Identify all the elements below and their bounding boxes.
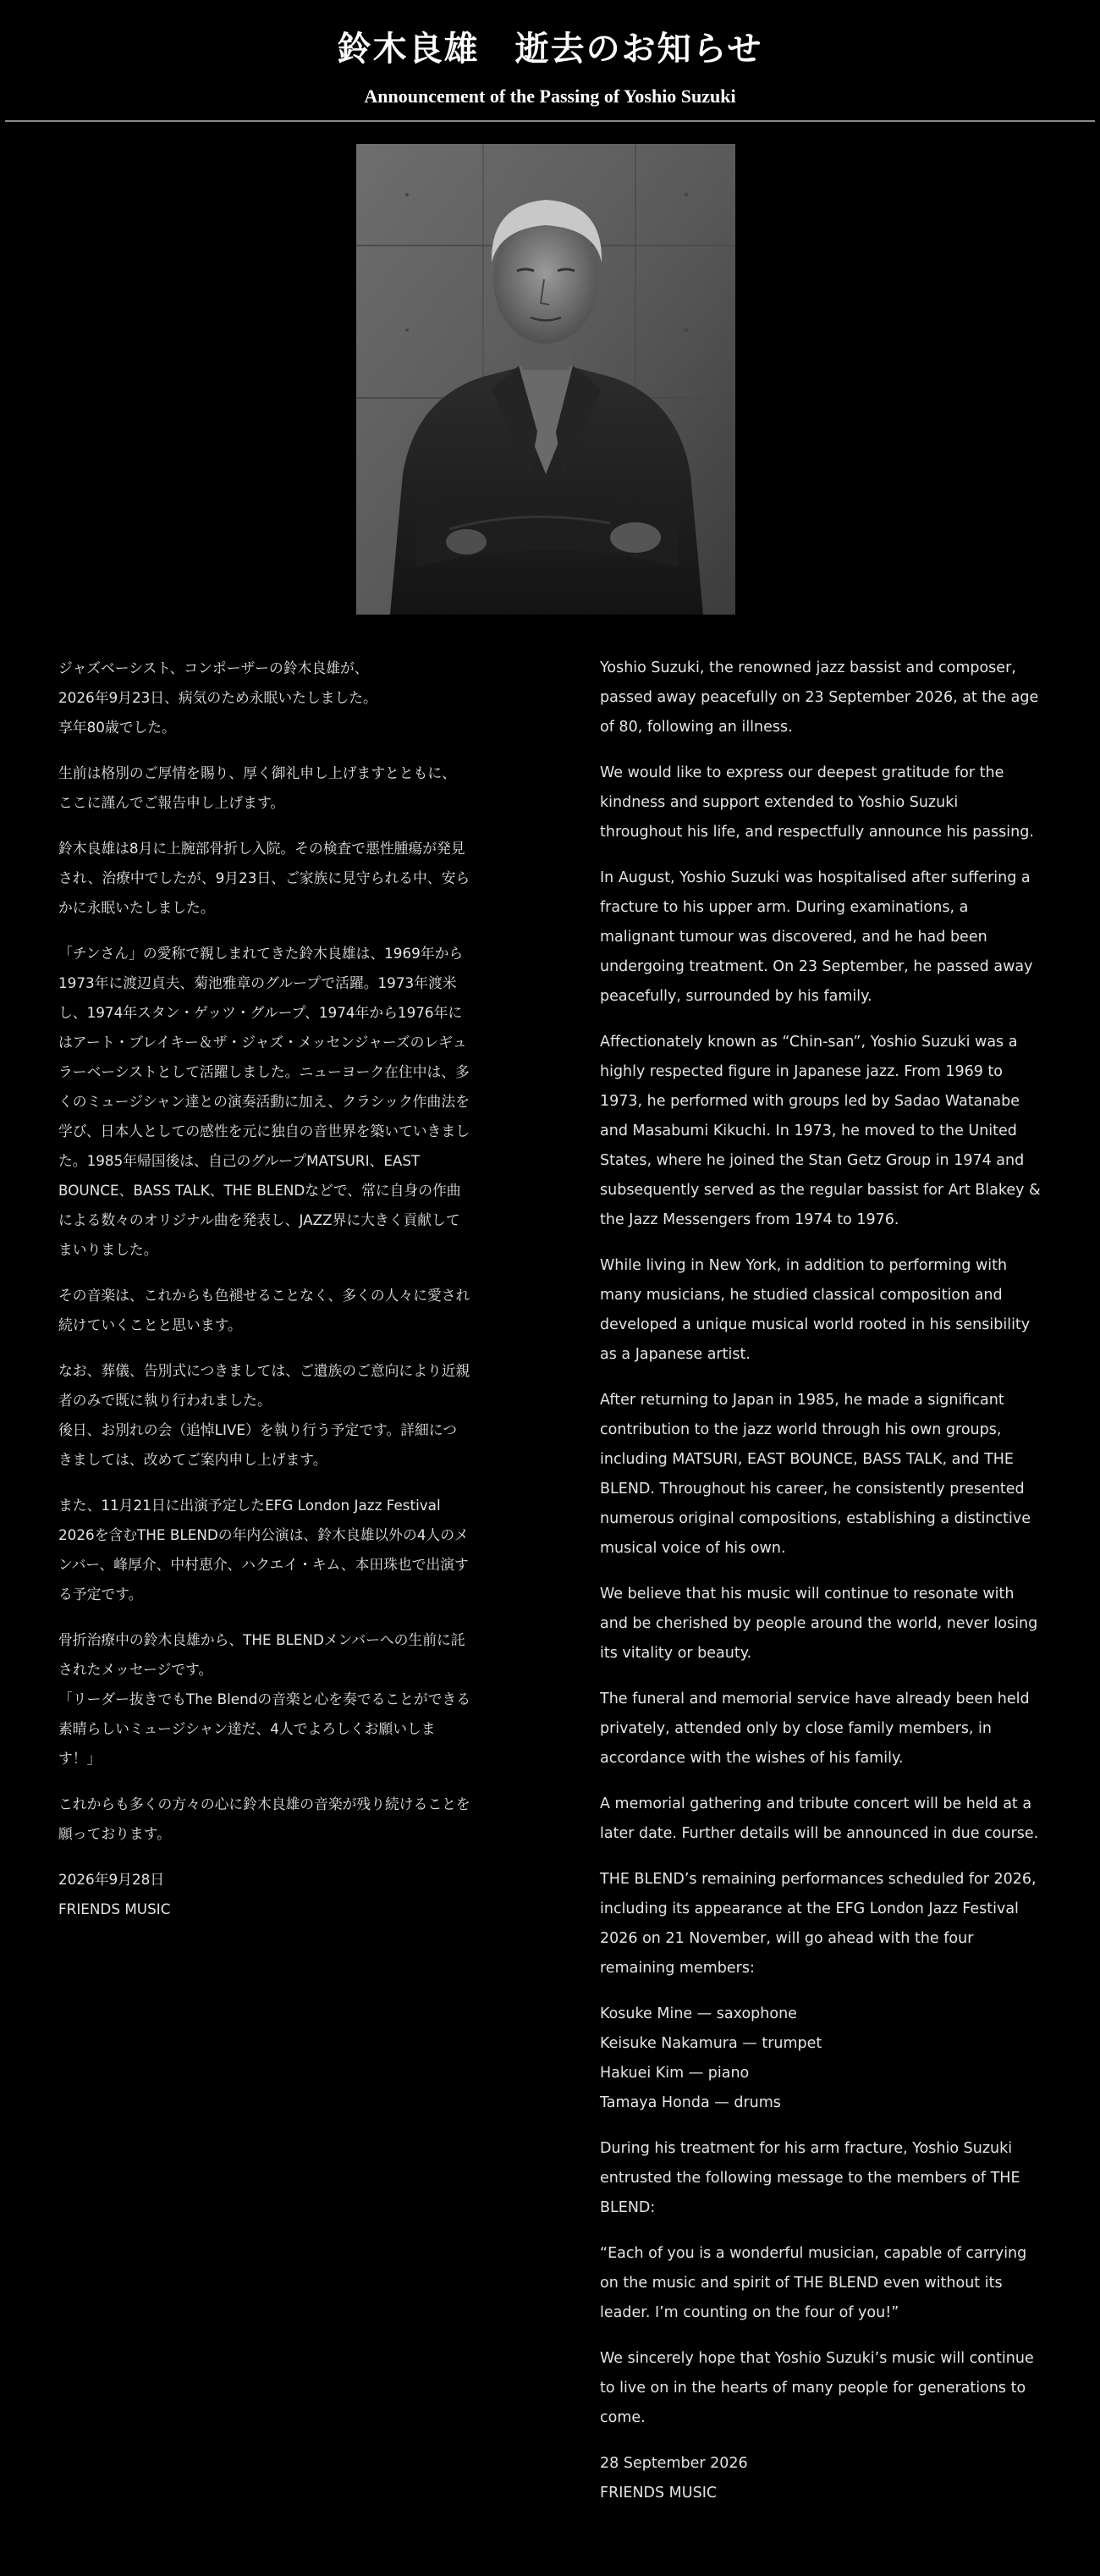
en-member-list: Kosuke Mine — saxophone Keisuke Nakamura — trumpet Hakuei Kim — piano Tamaya Honda — drums — [600, 2005, 822, 2111]
portrait-photo — [356, 144, 735, 615]
en-paragraph-3: In August, Yoshio Suzuki was hospitalised after suffering a fracture to his upper arm. During examinations, a malignant tumour was discovered, and he had been undergoing treatment. On 23 September, he passed away peacefully, surrounded by his family. — [600, 869, 1033, 1005]
en-paragraph-14: We sincerely hope that Yoshio Suzuki’s music will continue to live on in the hearts of many people for generations to come. — [600, 2350, 1034, 2426]
ja-paragraph-5: その音楽は、これからも色褪せることなく、多くの人々に愛され 続けていくことと思います。 — [58, 1287, 470, 1333]
ja-paragraph-6: なお、葬儀、告別式につきましては、ご遺族のご意向により近親 者のみで既に執り行われました。 後日、お別れの会（追悼LIVE）を執り行う予定です。詳細につ きましては、改めてご案内申し上げます。 — [58, 1362, 470, 1468]
en-paragraph-7: We believe that his music will continue to resonate with and be cherished by people around the world, never losing its vitality or beauty. — [600, 1586, 1038, 1662]
page-header — [0, 0, 1100, 108]
en-signature: 28 September 2026 FRIENDS MUSIC — [600, 2455, 748, 2502]
ja-paragraph-9: これからも多くの方々の心に鈴木良雄の音楽が残り続けることを 願っております。 — [58, 1795, 470, 1842]
page-title-english: Announcement of the Passing of Yoshio Suzuki — [364, 85, 736, 107]
japanese-announcement — [58, 654, 493, 1940]
ja-paragraph-7: また、11月21日に出演予定したEFG London Jazz Festival 2026を含むTHE BLENDの年内公演は、鈴木良雄以外の4人のメ ンバー、峰厚介、中村恵介、ハクエイ・キム、本田珠也で出演す る予定です。 — [58, 1497, 469, 1602]
ja-signature: 2026年9月28日 FRIENDS MUSIC — [58, 1871, 171, 1917]
en-quote: “Each of you is a wonderful musician, capable of carrying on the music and spirit of THE BLEND even without its leader. I’m counting on the four of you!” — [600, 2245, 1027, 2321]
ja-paragraph-2: 生前は格別のご厚情を賜り、厚く御礼申し上げますとともに、 ここに謹んでご報告申し上げます。 — [58, 764, 456, 811]
ja-paragraph-1: ジャズベーシスト、コンポーザーの鈴木良雄が、 2026年9月23日、病気のため永眠いたしました。 享年80歳でした。 — [58, 659, 377, 736]
en-paragraph-5: While living in New York, in addition to performing with many musicians, he studied classical composition and developed a unique musical world rooted in his sensibility as a Japanese artist. — [600, 1257, 1031, 1363]
en-paragraph-8: The funeral and memorial service have already been held privately, attended only by close family members, in accordance with the wishes of his family. — [600, 1691, 1030, 1767]
page-title-japanese: 鈴木良雄 逝去のお知らせ — [337, 29, 763, 69]
en-paragraph-2: We would like to express our deepest gratitude for the kindness and support extended to Yoshio Suzuki throughout his life, and respectfully announce his passing. — [600, 764, 1034, 841]
ja-paragraph-8: 骨折治療中の鈴木良雄から、THE BLENDメンバーへの生前に託 されたメッセージです。 「リーダー抜きでもThe Blendの音楽と心を奏でることができる 素晴らしいミュージシャン達だ、4人でよろしくお願いしま す！」 — [58, 1631, 471, 1767]
en-paragraph-12: During his treatment for his arm fracture, Yoshio Suzuki entrusted the following message to the members of THE BLEND: — [600, 2140, 1020, 2216]
english-announcement — [600, 654, 1050, 2524]
en-paragraph-4: Affectionately known as “Chin-san”, Yoshio Suzuki was a highly respected figure in Japanese jazz. From 1969 to 1973, he performed with groups led by Sadao Watanabe and Masabumi Kikuchi. In 1973, he moved to the United States, where he joined the Stan Getz Group in 1974 and subsequently served as the regular bassist for Art Blakey & the Jazz Messengers from 1974 to 1976. — [600, 1034, 1041, 1228]
en-paragraph-10: THE BLEND’s remaining performances scheduled for 2026, including its appearance at the EFG London Jazz Festival 2026 on 21 November, will go ahead with the four remaining members: — [600, 1871, 1037, 1977]
en-paragraph-9: A memorial gathering and tribute concert will be held at a later date. Further details will be announced in due course. — [600, 1795, 1039, 1842]
header-divider — [5, 120, 1095, 122]
ja-paragraph-3: 鈴木良雄は8月に上腕部骨折し入院。その検査で悪性腫瘍が発見 され、治療中でしたが、9月23日、ご家族に見守られる中、安ら かに永眠いたしました。 — [58, 840, 470, 916]
ja-paragraph-4: 「チンさん」の愛称で親しまれてきた鈴木良雄は、1969年から 1973年に渡辺貞夫、菊池雅章のグループで活躍。1973年渡米 し、1974年スタン・ゲッツ・グループ、1974年から1976年に はアート・ブレイキー＆ザ・ジャズ・メッセンジャーズのレギュ ラーベーシストとして活躍しました。ニューヨーク在住中は、多 くのミュージシャン達との演奏活動に加え、クラシック作曲法を 学び、日本人としての感性を元に独自の音世界を築いていきまし た。1985年帰国後は、自己のグループMATSURI、EAST BOUNCE、BASS TALK、THE BLENDなどで、常に自身の作曲 による数々のオリジナル曲を発表し、JAZZ界に大きく貢献して まいりました。 — [58, 945, 470, 1258]
en-paragraph-6: After returning to Japan in 1985, he made a significant contribution to the jazz world through his own groups, including MATSURI, EAST BOUNCE, BASS TALK, and THE BLEND. Throughout his career, he consistently presented numerous original compositions, establishing a distinctive musical voice of his own. — [600, 1392, 1031, 1557]
en-paragraph-1: Yoshio Suzuki, the renowned jazz bassist and composer, passed away peacefully on 23 September 2026, at the age of 80, following an illness. — [600, 659, 1039, 736]
